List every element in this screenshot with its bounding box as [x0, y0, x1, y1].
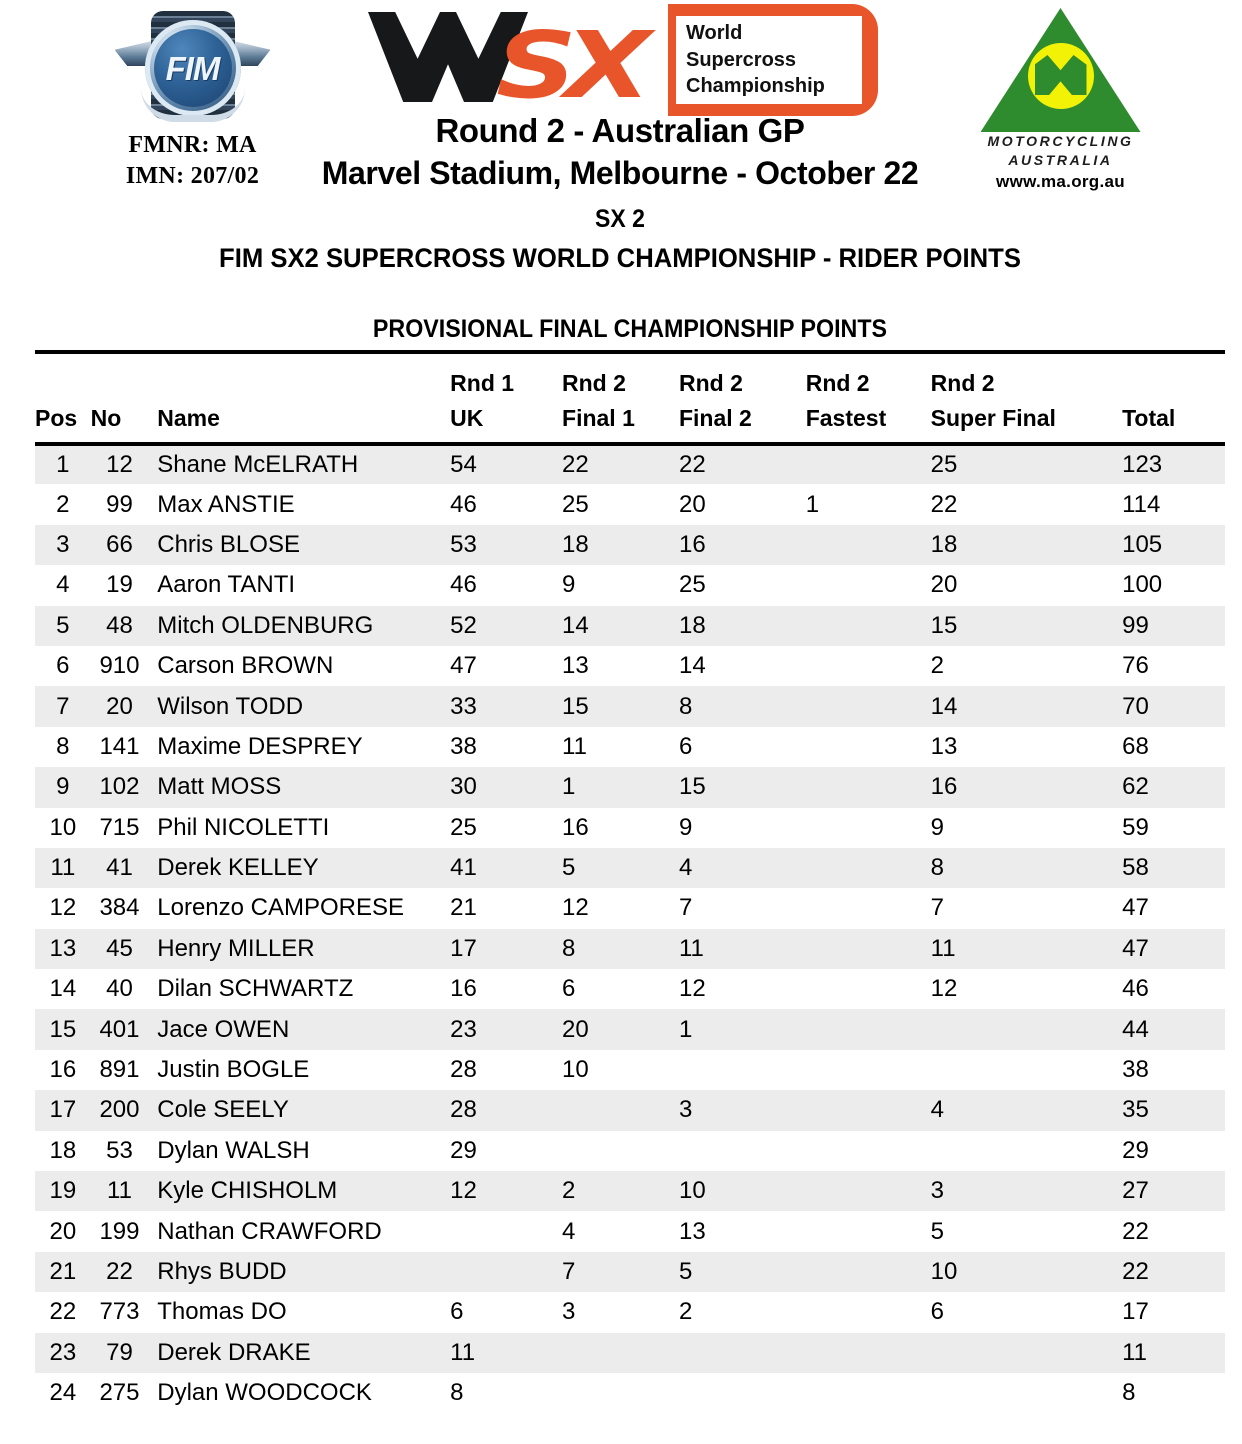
- cell-superfinal: 16: [930, 773, 958, 801]
- table-row[interactable]: [35, 969, 1225, 1009]
- cell-uk: [450, 1252, 562, 1292]
- cell-fastest: [806, 848, 931, 888]
- cell-pos: 17: [49, 1096, 77, 1124]
- cell-pos: 15: [49, 1015, 77, 1043]
- table-row[interactable]: [35, 565, 1225, 605]
- table-row[interactable]: [35, 1333, 1225, 1373]
- cell-name: Kyle CHISHOLM: [157, 1177, 338, 1205]
- table-row[interactable]: [35, 848, 1225, 888]
- table-row[interactable]: [35, 1009, 1225, 1049]
- cell-final1: 10: [562, 1056, 589, 1084]
- cell-no: 53: [106, 1136, 133, 1164]
- round-header-total: [1122, 352, 1225, 401]
- cell-pos: 10: [49, 813, 77, 841]
- cell-name: Carson BROWN: [157, 652, 334, 680]
- series-title: FIM SX2 SUPERCROSS WORLD CHAMPIONSHIP - RIDER POINTS: [219, 243, 1021, 273]
- cell-final1: 2: [562, 1177, 576, 1205]
- cell-name: Dylan WALSH: [157, 1136, 310, 1164]
- cell-name: Phil NICOLETTI: [157, 813, 330, 841]
- cell-final1: [562, 1131, 679, 1171]
- cell-final1: 13: [562, 652, 589, 680]
- section-title: PROVISIONAL FINAL CHAMPIONSHIP POINTS: [372, 315, 888, 343]
- cell-name: Justin BOGLE: [157, 1056, 310, 1084]
- cell-name: Max ANSTIE: [157, 490, 295, 518]
- cell-no: 99: [106, 490, 133, 518]
- cell-total: 22: [1122, 1258, 1149, 1285]
- cell-name: Dilan SCHWARTZ: [157, 975, 354, 1003]
- cell-total: 58: [1122, 854, 1149, 882]
- table-row[interactable]: [35, 444, 1225, 484]
- round-header-superfinal: Rnd 2: [930, 370, 995, 396]
- cell-no: 45: [106, 934, 133, 962]
- cell-no: 773: [99, 1298, 140, 1326]
- cell-fastest: [806, 1171, 931, 1211]
- column-header-superfinal: Super Final: [930, 405, 1056, 431]
- cell-superfinal: 18: [930, 530, 958, 558]
- cell-final1: 20: [562, 1015, 589, 1043]
- cell-pos: 6: [56, 652, 70, 680]
- document-header: [0, 0, 1242, 300]
- table-row[interactable]: [35, 1252, 1225, 1292]
- table-row[interactable]: [35, 646, 1225, 686]
- cell-final1: 5: [562, 854, 576, 882]
- wsx-badge-line-3: Championship: [686, 75, 825, 98]
- cell-name: Wilson TODD: [157, 692, 304, 720]
- cell-final2: 16: [678, 530, 706, 558]
- cell-final1: 1: [562, 773, 576, 801]
- cell-final1: [562, 1373, 679, 1413]
- column-header-total: Total: [1122, 405, 1176, 431]
- table-round-header-row: [35, 352, 1225, 401]
- cell-final2: 20: [678, 490, 706, 518]
- cell-uk: 46: [450, 490, 477, 518]
- cell-pos: 4: [56, 571, 70, 599]
- cell-pos: 13: [49, 934, 77, 962]
- cell-total: 17: [1122, 1298, 1149, 1326]
- event-title: Round 2 - Australian GP: [435, 112, 805, 149]
- cell-final1: 4: [562, 1217, 576, 1245]
- table-row[interactable]: [35, 1171, 1225, 1211]
- cell-no: 12: [106, 451, 133, 479]
- rider-points-table: [35, 350, 1225, 1413]
- cell-fastest: [806, 686, 931, 726]
- cell-uk: 54: [450, 451, 477, 479]
- cell-fastest: [806, 1252, 931, 1292]
- cell-total: 35: [1122, 1096, 1149, 1124]
- column-header-name: Name: [157, 405, 220, 431]
- cell-no: 200: [99, 1096, 140, 1124]
- cell-fastest: [806, 969, 931, 1009]
- wsx-logo: [368, 4, 878, 119]
- cell-name: Matt MOSS: [157, 773, 282, 801]
- cell-final1: 8: [562, 934, 576, 962]
- cell-name: Maxime DESPREY: [157, 732, 363, 760]
- cell-no: 41: [106, 854, 133, 882]
- round-header-final2: Rnd 2: [678, 370, 743, 396]
- cell-name: Rhys BUDD: [157, 1258, 287, 1285]
- cell-final1: [562, 1333, 679, 1373]
- cell-no: 715: [99, 813, 140, 841]
- cell-fastest: [806, 1090, 931, 1130]
- cell-fastest: [806, 1292, 931, 1332]
- cell-final2: [679, 1131, 806, 1171]
- cell-name: Derek DRAKE: [157, 1338, 311, 1366]
- cell-pos: 21: [49, 1258, 77, 1285]
- cell-total: 47: [1122, 894, 1149, 922]
- cell-final2: 7: [678, 894, 693, 922]
- cell-uk: 28: [450, 1056, 477, 1084]
- cell-fastest: [806, 1333, 931, 1373]
- cell-no: 401: [99, 1015, 140, 1043]
- cell-fastest: [806, 767, 931, 807]
- cell-final2: 2: [678, 1298, 693, 1326]
- motorcycling-australia-logo-block: [963, 8, 1158, 192]
- points-table-wrapper: [35, 350, 1225, 1413]
- cell-pos: 18: [49, 1136, 77, 1164]
- cell-pos: 16: [49, 1056, 77, 1084]
- cell-total: 38: [1122, 1056, 1149, 1084]
- cell-total: 44: [1122, 1015, 1149, 1043]
- round-header-name: [148, 352, 450, 401]
- cell-total: 11: [1122, 1338, 1148, 1366]
- cell-final2: 1: [678, 1015, 693, 1043]
- cell-superfinal: 15: [930, 611, 958, 639]
- cell-superfinal: 22: [930, 490, 958, 518]
- wsx-sx-mark-label: SX: [496, 12, 639, 119]
- cell-pos: 5: [56, 611, 70, 639]
- cell-fastest: [806, 727, 931, 767]
- table-head: [35, 352, 1225, 444]
- cell-fastest: [806, 606, 931, 646]
- cell-pos: 9: [56, 773, 70, 801]
- cell-no: 79: [106, 1338, 133, 1366]
- cell-name: Henry MILLER: [157, 934, 315, 962]
- cell-superfinal: 10: [930, 1258, 958, 1285]
- cell-superfinal: 3: [930, 1177, 945, 1205]
- cell-uk: 47: [450, 652, 477, 680]
- wsx-badge-line-1: World: [686, 22, 743, 45]
- event-venue: Marvel Stadium, Melbourne - October 22: [321, 155, 919, 191]
- cell-final1: 3: [562, 1298, 576, 1326]
- cell-name: Aaron TANTI: [157, 571, 296, 599]
- cell-final1: 15: [562, 692, 589, 720]
- cell-no: 20: [106, 692, 133, 720]
- cell-fastest: [806, 1211, 931, 1251]
- cell-no: 11: [107, 1177, 132, 1205]
- cell-name: Dylan WOODCOCK: [157, 1379, 372, 1407]
- wsx-badge: [668, 4, 878, 116]
- cell-final1: 12: [562, 894, 589, 922]
- table-row[interactable]: [35, 606, 1225, 646]
- cell-no: 199: [99, 1217, 140, 1245]
- cell-fastest: [806, 1050, 931, 1090]
- fim-logo-label: FIM: [165, 49, 220, 87]
- cell-uk: 8: [450, 1379, 464, 1407]
- cell-fastest: [806, 888, 931, 928]
- wsx-badge-line-2: Supercross: [686, 48, 797, 71]
- cell-final1: 22: [562, 451, 589, 479]
- cell-uk: 6: [450, 1298, 464, 1326]
- cell-final1: 11: [562, 732, 587, 760]
- cell-fastest: [806, 1009, 931, 1049]
- cell-no: 891: [99, 1056, 140, 1084]
- cell-final2: 5: [678, 1258, 693, 1285]
- cell-name: Mitch OLDENBURG: [157, 611, 374, 639]
- cell-total: 99: [1122, 611, 1149, 639]
- cell-name: Nathan CRAWFORD: [157, 1217, 382, 1245]
- cell-superfinal: 5: [930, 1217, 945, 1245]
- cell-uk: 33: [450, 692, 477, 720]
- ma-triangle-icon: [981, 8, 1141, 132]
- round-header-final1: Rnd 2: [562, 370, 626, 396]
- cell-final1: 16: [562, 813, 589, 841]
- cell-name: Lorenzo CAMPORESE: [157, 894, 405, 922]
- cell-final2: 25: [678, 571, 706, 599]
- cell-pos: 2: [56, 490, 70, 518]
- table-row[interactable]: [35, 1131, 1225, 1171]
- cell-uk: 16: [450, 975, 477, 1003]
- fim-logo-icon: [113, 6, 273, 124]
- cell-total: 29: [1122, 1136, 1149, 1164]
- cell-final1: 18: [562, 530, 589, 558]
- cell-superfinal: [931, 1009, 1122, 1049]
- cell-pos: 7: [56, 692, 70, 720]
- cell-total: 114: [1122, 490, 1161, 518]
- cell-uk: 12: [450, 1177, 477, 1205]
- cell-fastest: [806, 1131, 931, 1171]
- table-row[interactable]: [35, 888, 1225, 928]
- cell-superfinal: 12: [930, 975, 958, 1003]
- ma-website-url: www.ma.org.au: [996, 171, 1125, 191]
- round-header-no: [91, 352, 149, 401]
- cell-pos: 1: [56, 451, 70, 479]
- cell-no: 19: [106, 571, 133, 599]
- table-row[interactable]: [35, 1292, 1225, 1332]
- column-header-final1: Final 1: [562, 405, 635, 431]
- round-header-uk: Rnd 1: [450, 370, 515, 396]
- column-header-no: No: [90, 405, 122, 431]
- cell-uk: 28: [450, 1096, 477, 1124]
- cell-pos: 12: [49, 894, 77, 922]
- cell-final1: 9: [562, 571, 576, 599]
- cell-name: Jace OWEN: [157, 1015, 290, 1043]
- cell-superfinal: 8: [930, 854, 945, 882]
- table-column-header-row: [35, 401, 1225, 444]
- cell-uk: 25: [450, 813, 477, 841]
- cell-pos: 11: [50, 854, 76, 882]
- table-row[interactable]: [35, 767, 1225, 807]
- cell-pos: 22: [49, 1298, 77, 1326]
- cell-total: 70: [1122, 692, 1149, 720]
- table-row[interactable]: [35, 484, 1225, 524]
- cell-uk: 53: [450, 530, 477, 558]
- cell-fastest: [806, 929, 931, 969]
- cell-total: 62: [1122, 773, 1149, 801]
- table-row[interactable]: [35, 808, 1225, 848]
- cell-uk: 52: [450, 611, 477, 639]
- round-header-fastest: Rnd 2: [805, 370, 870, 396]
- column-header-fastest: Fastest: [805, 405, 887, 431]
- cell-no: 384: [99, 894, 140, 922]
- cell-pos: 23: [49, 1338, 77, 1366]
- cell-total: 123: [1122, 451, 1163, 479]
- cell-name: Chris BLOSE: [157, 530, 300, 558]
- column-header-final2: Final 2: [678, 405, 752, 431]
- cell-superfinal: 4: [930, 1096, 945, 1124]
- cell-total: 68: [1122, 732, 1149, 760]
- cell-final2: 9: [678, 813, 693, 841]
- cell-no: 40: [106, 975, 133, 1003]
- cell-superfinal: [931, 1333, 1122, 1373]
- cell-total: 46: [1122, 975, 1149, 1003]
- wsx-badge-inner: [676, 16, 862, 104]
- cell-name: Thomas DO: [157, 1298, 287, 1326]
- column-header-uk: UK: [450, 405, 484, 431]
- imn-value: IMN: 207/02: [125, 162, 260, 189]
- cell-final2: 11: [678, 934, 704, 962]
- cell-total: 8: [1122, 1379, 1136, 1407]
- table-row[interactable]: [35, 1050, 1225, 1090]
- cell-superfinal: 20: [930, 571, 958, 599]
- cell-fastest: [806, 444, 931, 484]
- cell-uk: 41: [450, 854, 477, 882]
- fim-laurel-icon: [141, 88, 245, 122]
- cell-final1: 6: [562, 975, 576, 1003]
- cell-uk: 21: [450, 894, 477, 922]
- cell-superfinal: 11: [930, 934, 956, 962]
- cell-uk: 23: [450, 1015, 477, 1043]
- fmnr-value: FMNR: MA: [128, 132, 257, 158]
- cell-total: 76: [1122, 652, 1149, 680]
- cell-fastest: [806, 646, 931, 686]
- cell-pos: 14: [49, 975, 77, 1003]
- cell-uk: 11: [450, 1338, 476, 1366]
- cell-final2: 18: [678, 611, 706, 639]
- cell-uk: 29: [450, 1136, 477, 1164]
- cell-fastest: [806, 565, 931, 605]
- cell-total: 100: [1122, 571, 1163, 599]
- table-row[interactable]: [35, 686, 1225, 726]
- cell-superfinal: 25: [930, 451, 958, 479]
- cell-uk: 17: [450, 934, 477, 962]
- cell-final1: 7: [562, 1258, 576, 1285]
- cell-name: Shane McELRATH: [157, 451, 359, 479]
- cell-fastest: [806, 1373, 931, 1413]
- cell-superfinal: 2: [930, 652, 945, 680]
- cell-final2: 10: [678, 1177, 706, 1205]
- cell-total: 27: [1122, 1177, 1149, 1205]
- cell-final2: 8: [678, 692, 693, 720]
- cell-superfinal: [931, 1373, 1122, 1413]
- cell-total: 22: [1122, 1217, 1149, 1245]
- cell-final2: 4: [678, 854, 693, 882]
- cell-pos: 3: [56, 530, 70, 558]
- cell-total: 105: [1122, 530, 1163, 558]
- table-row[interactable]: [35, 1211, 1225, 1251]
- cell-no: 141: [99, 732, 140, 760]
- cell-superfinal: 6: [930, 1298, 945, 1326]
- cell-uk: 30: [450, 773, 477, 801]
- cell-final2: 15: [678, 773, 706, 801]
- cell-fastest: 1: [805, 490, 820, 518]
- cell-name: Cole SEELY: [157, 1096, 289, 1124]
- cell-final2: 12: [678, 975, 706, 1003]
- round-header-pos: [35, 352, 91, 401]
- cell-total: 47: [1122, 934, 1149, 962]
- table-row[interactable]: [35, 1373, 1225, 1413]
- cell-final2: [679, 1373, 806, 1413]
- cell-uk: 46: [450, 571, 477, 599]
- cell-no: 910: [99, 652, 140, 680]
- table-row[interactable]: [35, 727, 1225, 767]
- cell-no: 102: [99, 773, 140, 801]
- cell-final2: 22: [678, 451, 706, 479]
- cell-no: 66: [106, 530, 133, 558]
- cell-fastest: [806, 808, 931, 848]
- cell-pos: 20: [49, 1217, 77, 1245]
- cell-no: 48: [106, 611, 133, 639]
- cell-final2: [679, 1050, 806, 1090]
- column-header-pos: Pos: [35, 405, 78, 431]
- cell-pos: 24: [49, 1379, 77, 1407]
- ma-name-line-1: MOTORCYCLING: [987, 133, 1134, 149]
- table-body: [35, 444, 1225, 1413]
- cell-fastest: [806, 525, 931, 565]
- cell-final2: 3: [678, 1096, 693, 1124]
- cell-final1: [562, 1090, 679, 1130]
- cell-final2: 14: [678, 652, 706, 680]
- ma-name-line-2: AUSTRALIA: [1008, 151, 1113, 168]
- cell-pos: 19: [49, 1177, 77, 1205]
- cell-uk: [450, 1211, 562, 1251]
- cell-final2: [679, 1333, 806, 1373]
- table-row[interactable]: [35, 525, 1225, 565]
- cell-name: Derek KELLEY: [157, 854, 319, 882]
- cell-superfinal: [931, 1131, 1122, 1171]
- cell-total: 59: [1122, 813, 1149, 841]
- cell-no: 275: [99, 1379, 140, 1407]
- cell-final2: 13: [678, 1217, 706, 1245]
- cell-superfinal: 14: [930, 692, 958, 720]
- class-title: SX 2: [595, 205, 645, 233]
- cell-superfinal: 9: [930, 813, 945, 841]
- cell-pos: 8: [56, 732, 70, 760]
- cell-superfinal: [931, 1050, 1122, 1090]
- cell-superfinal: 7: [930, 894, 945, 922]
- cell-final2: 6: [678, 732, 693, 760]
- table-row[interactable]: [35, 1090, 1225, 1130]
- cell-final1: 25: [562, 490, 589, 518]
- cell-uk: 38: [450, 732, 477, 760]
- cell-final1: 14: [562, 611, 589, 639]
- cell-superfinal: 13: [930, 732, 958, 760]
- cell-no: 22: [106, 1258, 133, 1285]
- table-row[interactable]: [35, 929, 1225, 969]
